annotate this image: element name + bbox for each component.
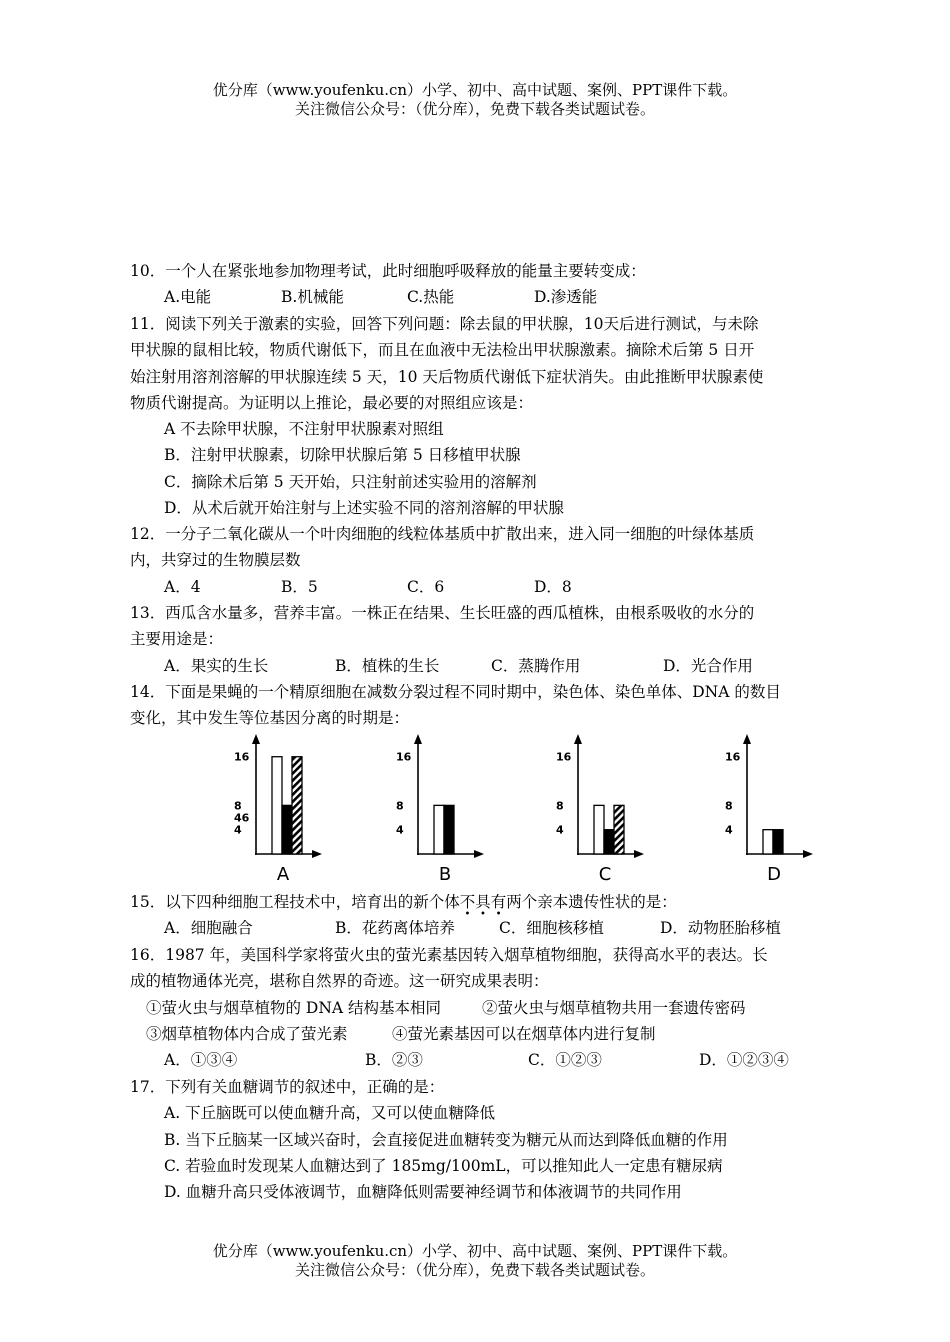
q11-option-b: B．注射甲状腺素，切除甲状腺后第 5 日移植甲状腺	[164, 446, 521, 465]
q16-statements-row-2	[130, 1021, 789, 1047]
chart-a-ytick-4: 4	[234, 823, 242, 837]
q10-stem: 10．一个人在紧张地参加物理考试，此时细胞呼吸释放的能量主要转变成：	[130, 262, 646, 280]
q13-line-1: 13．西瓜含水量多，营养丰富。一株正在结果、生长旺盛的西瓜植株，由根系吸收的水分的	[130, 604, 755, 622]
q12-option-a: A．4	[164, 577, 201, 596]
question-13	[130, 600, 754, 679]
q17-option-d: D. 血糖升高只受体液调节，血糖降低则需要神经调节和体液调节的共同作用	[164, 1183, 682, 1202]
q16-statement-4: ④萤光素基因可以在烟草体内进行复制	[392, 1024, 656, 1043]
chart-c-ytick-8: 8	[556, 799, 564, 813]
q15-stem-pre: 15．以下四种细胞工程技术中，培育出的新个体	[130, 893, 460, 911]
page-header	[0, 81, 950, 119]
chart-d-label: D	[767, 864, 781, 885]
question-15	[130, 889, 781, 942]
q11-line-3: 始注射用溶剂溶解的甲状腺连续 5 天，10 天后物质代谢低下症状消失。由此推断甲状腺素使	[130, 367, 764, 386]
header-line-2: 关注微信公众号：（优分库），免费下载各类试题试卷。	[294, 100, 655, 118]
chart-c-ytick-16: 16	[556, 750, 572, 764]
chart-b-x-arrow	[474, 850, 484, 858]
chart-a-bar-1	[272, 757, 282, 854]
q15-emphasis-1: 不 •	[459, 893, 476, 920]
q11-option-a: A 不去除甲状腺，不注射甲状腺素对照组	[164, 420, 444, 439]
chart-a-ytick-46: 46	[234, 811, 250, 825]
chart-b-label: B	[438, 864, 452, 885]
q12-option-c: C．6	[407, 577, 445, 596]
chart-c-x-arrow	[634, 850, 644, 858]
chart-c-ytick-4: 4	[556, 823, 564, 837]
chart-c-bar-1	[594, 805, 604, 854]
q16-statements-row-1	[130, 995, 789, 1021]
q11-line-4: 物质代谢提高。为证明以上推论，最必要的对照组应该是：	[130, 393, 534, 412]
q13-option-c: C．蒸腾作用	[491, 656, 581, 675]
chart-b-bar-1	[434, 805, 444, 854]
q15-option-a: A．细胞融合	[164, 919, 253, 938]
q16-option-a: A．①③④	[164, 1051, 238, 1070]
q13-option-d: D．光合作用	[663, 656, 753, 675]
q15-option-c: C．细胞核移植	[499, 919, 604, 938]
q10-option-b: B.机械能	[281, 288, 344, 307]
chart-d-bar-1	[763, 830, 773, 854]
chart-a-ytick-8: 8	[234, 799, 242, 813]
question-11	[130, 311, 763, 521]
q13-options	[130, 653, 754, 679]
q12-line-1: 12．一分子二氧化碳从一个叶肉细胞的线粒体基质中扩散出来，进入同一细胞的叶绿体基质	[130, 525, 755, 543]
question-17	[130, 1074, 728, 1205]
q14-line-1: 14．下面是果蝇的一个精原细胞在减数分裂过程不同时期中，染色体、染色单体、DNA 的数目	[130, 683, 781, 701]
chart-a-y-arrow	[252, 734, 260, 744]
chart-a-x-arrow	[312, 850, 322, 858]
q16-option-d: D．①②③④	[699, 1051, 789, 1070]
q11-option-c: C．摘除术后第 5 天开始，只注射前述实验用的溶解剂	[164, 472, 537, 491]
chromosome-charts	[0, 732, 950, 892]
chart-d-bar-2	[773, 830, 783, 854]
q13-option-a: A．果实的生长	[164, 656, 269, 675]
q11-line-1: 11．阅读下列关于激素的实验，回答下列问题：除去鼠的甲状腺，10天后进行测试，与未除	[130, 315, 759, 333]
chart-b-ytick-8: 8	[396, 799, 404, 813]
q16-option-c: C．①②③	[528, 1051, 602, 1070]
q17-option-c: C. 若验血时发现某人血糖达到了 185mg/100mL，可以推知此人一定患有糖尿病	[164, 1156, 723, 1175]
chart-a-bar-3	[292, 757, 302, 854]
question-12	[130, 521, 754, 600]
q16-line-2: 成的植物通体光亮，堪称自然界的奇迹。这一研究成果表明：	[130, 972, 549, 991]
q11-option-d: D．从术后就开始注射与上述实验不同的溶剂溶解的甲状腺	[164, 499, 564, 518]
chart-d-x-arrow	[803, 850, 813, 858]
q10-option-d: D.渗透能	[534, 288, 598, 307]
chart-b-bar-2	[444, 805, 454, 854]
q10-options	[130, 284, 646, 310]
footer-line-2: 关注微信公众号：（优分库），免费下载各类试题试卷。	[294, 1261, 655, 1279]
chart-c-y-arrow	[574, 734, 582, 744]
question-10	[130, 258, 646, 311]
chart-d-ytick-16: 16	[725, 750, 741, 764]
chart-c-bar-2	[604, 830, 614, 854]
q15-stem	[130, 889, 781, 920]
q16-line-1: 16．1987 年，美国科学家将萤火虫的萤光素基因转入烟草植物细胞，获得高水平的表达。长	[130, 946, 768, 964]
q12-option-d: D．8	[534, 577, 572, 596]
chart-c-bar-3	[614, 805, 624, 854]
chart-d-y-arrow	[743, 734, 751, 744]
q10-option-a: A.电能	[164, 288, 212, 307]
q15-stem-post: 两个亲本遗传性状的是：	[506, 893, 677, 911]
chart-b-ytick-16: 16	[396, 750, 412, 764]
q11-line-2: 甲状腺的鼠相比较，物质代谢低下，而且在血液中无法检出甲状腺激素。摘除术后第 5 日开	[130, 341, 755, 360]
chart-a-bar-2	[282, 805, 292, 854]
chart-d-ytick-8: 8	[725, 799, 733, 813]
chart-b-ytick-4: 4	[396, 823, 404, 837]
q10-option-c: C.热能	[407, 288, 455, 307]
q12-line-2: 内，共穿过的生物膜层数	[130, 551, 301, 570]
chart-c-label: C	[598, 864, 612, 885]
header-line-1: 优分库（www.youfenku.cn）小学、初中、高中试题、案例、PPT课件下载。	[212, 81, 738, 99]
question-14	[130, 679, 781, 732]
q16-option-b: B．②③	[365, 1051, 423, 1070]
chart-a-label: A	[276, 864, 290, 885]
q12-options	[130, 574, 754, 600]
q16-statement-3: ③烟草植物体内合成了萤光素	[146, 1024, 348, 1043]
q15-option-b: B．花药离体培养	[335, 919, 455, 938]
q15-option-d: D．动物胚胎移植	[660, 919, 781, 938]
q14-line-2: 变化，其中发生等位基因分离的时期是：	[130, 709, 410, 728]
q12-option-b: B．5	[281, 577, 318, 596]
q13-line-2: 主要用途是：	[130, 630, 224, 649]
q13-option-b: B．植株的生长	[335, 656, 440, 675]
q16-statement-1: ①萤火虫与烟草植物的 DNA 结构基本相同	[146, 998, 442, 1017]
q17-stem: 17．下列有关血糖调节的叙述中，正确的是：	[130, 1078, 445, 1096]
question-16	[130, 942, 789, 1073]
q15-emphasis-3: 有 •	[490, 893, 507, 920]
q17-option-b: B. 当下丘脑某一区域兴奋时，会直接促进血糖转变为糖元从而达到降低血糖的作用	[164, 1130, 728, 1149]
q17-option-a: A. 下丘脑既可以使血糖升高，又可以使血糖降低	[164, 1104, 496, 1123]
q15-options	[130, 915, 781, 941]
chart-b-y-arrow	[414, 734, 422, 744]
q15-emphasis-2: 具 •	[475, 893, 491, 920]
chart-a-ytick-16: 16	[234, 750, 250, 764]
page-footer	[0, 1242, 950, 1280]
footer-line-1: 优分库（www.youfenku.cn）小学、初中、高中试题、案例、PPT课件下载。	[212, 1242, 738, 1260]
q16-options	[130, 1047, 789, 1073]
chart-d-ytick-4: 4	[725, 823, 733, 837]
q16-statement-2: ②萤火虫与烟草植物共用一套遗传密码	[482, 998, 746, 1017]
